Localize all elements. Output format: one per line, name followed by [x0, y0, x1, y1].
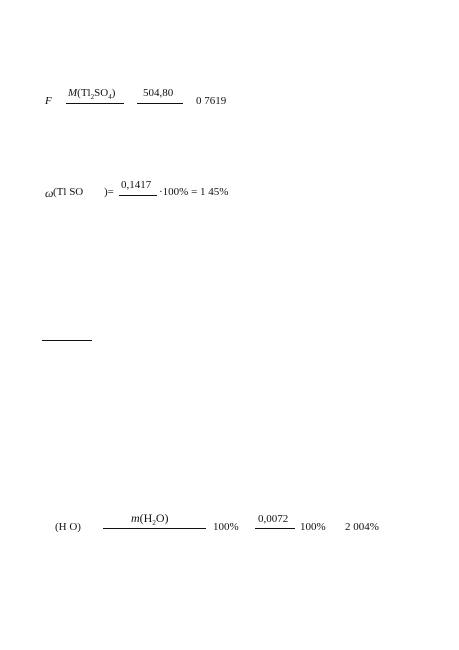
molar-mass-numerator: $M(Tl_2SO_4)$ — [68, 87, 116, 101]
fraction-bar — [255, 528, 295, 529]
water-mass-numerator: $m(H_2O)$ — [131, 511, 169, 527]
mass-value-numerator: 504,80 — [143, 87, 174, 99]
factor-symbol: F — [45, 95, 52, 107]
omega-symbol: ω — [45, 186, 54, 200]
percent-expression: ·100% = 1 45% — [159, 186, 229, 198]
fraction-numerator: 0,1417 — [121, 179, 152, 191]
fraction-bar — [137, 103, 183, 104]
water-fraction-result: 2 004% — [345, 521, 379, 533]
fraction-numerator-2: 0,0072 — [258, 513, 289, 525]
fraction-bar — [103, 528, 206, 529]
mass-fraction-argument: (Tl SO — [53, 186, 84, 198]
percent-factor-1: 100% — [213, 521, 239, 533]
separator-line — [42, 340, 92, 341]
fraction-bar — [66, 103, 124, 104]
fraction-bar — [119, 195, 157, 196]
percent-factor-2: 100% — [300, 521, 326, 533]
water-fraction-argument: (H O) — [55, 521, 81, 533]
factor-result: 0 7619 — [196, 95, 227, 107]
equals-sign: )= — [104, 186, 114, 198]
